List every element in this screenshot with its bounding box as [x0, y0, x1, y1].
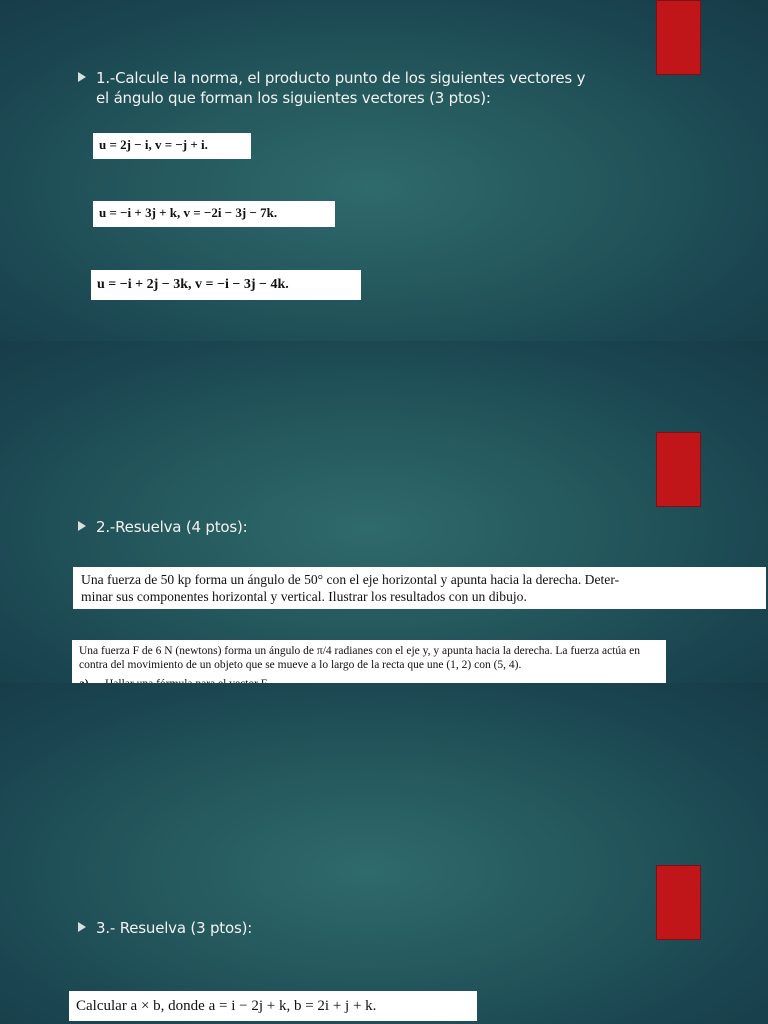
- problem-1-line-1: Una fuerza de 50 kp forma un ángulo de 50° con el eje horizontal y apunta hacia la derecha. Deter-: [81, 572, 620, 587]
- equation-3: u = −i + 2j − 3k, v = −i − 3j − 4k.: [97, 277, 289, 292]
- bullet-arrow-icon: [78, 72, 86, 82]
- question-3-text: 3.- Resuelva (3 ptos):: [78, 918, 252, 938]
- problem-2-intro: Una fuerza F de 6 N (newtons) forma un ángulo de π/4 radianes con el eje y, y apunta hacia la derecha. La fuerza actúa en contra del movimiento de un objeto que se mueve a lo largo de la recta que une (1, 2) con (5, 4).: [79, 645, 640, 671]
- equation-2-box: [93, 201, 335, 227]
- red-accent-bar: [656, 0, 701, 75]
- equation-1-box: [93, 133, 251, 159]
- cross-product-box: [69, 991, 477, 1021]
- red-accent-bar: [656, 432, 701, 507]
- slide-3: [0, 683, 768, 1024]
- bullet-arrow-icon: [78, 922, 86, 932]
- equation-2: u = −i + 3j + k, v = −2i − 3j − 7k.: [99, 205, 278, 220]
- red-accent-bar: [656, 865, 701, 940]
- bullet-arrow-icon: [78, 521, 86, 531]
- slide-2: [0, 341, 768, 683]
- cross-product-equation: Calcular a × b, donde a = i − 2j + k, b = 2i + j + k.: [76, 998, 377, 1014]
- slide-1: [0, 0, 768, 341]
- problem-1-line-2: minar sus componentes horizontal y vertical. Ilustrar los resultados con un dibujo.: [81, 589, 527, 604]
- problem-1-box: [73, 567, 766, 609]
- question-1-text: 1.-Calcule la norma, el producto punto de los siguientes vectores y el ángulo que forman los siguientes vectores (3 ptos):: [78, 68, 638, 108]
- question-2-text: 2.-Resuelva (4 ptos):: [78, 517, 248, 537]
- equation-1: u = 2j − i, v = −j + i.: [99, 137, 208, 152]
- equation-3-box: [91, 270, 361, 300]
